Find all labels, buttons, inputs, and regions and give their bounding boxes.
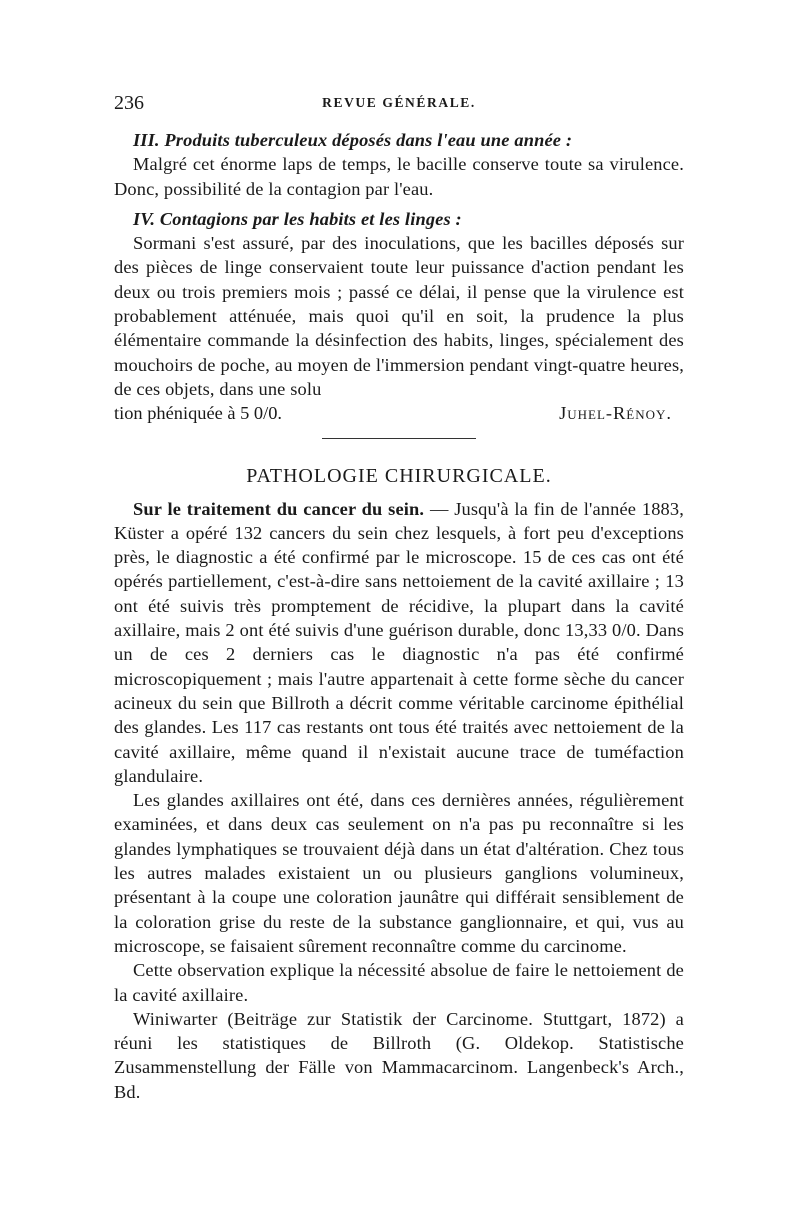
paragraph-3: Cette observation explique la nécessité absolue de faire le nettoiement de la cavité axillaire. [114,960,684,1005]
paragraph-4: Winiwarter (Beiträge zur Statistik der Carcinome. Stuttgart, 1872) a réuni les statistiques de Billroth (G. Oldekop. Statistische Zusammenstellung der Fälle von Mammacarcinom. Langenbeck's Arch., Bd. [114,1008,684,1102]
paragraph-lead: Sur le traitement du cancer du sein. [133,498,425,519]
paragraph-2: Les glandes axillaires ont été, dans ces dernières années, régulièrement examinées, et dans deux cas seulement on n'a pas pu reconnaître si les glandes lymphatiques se trouvaient déjà dans un état d'altération. Chez tous les autres malades existaient un ou plusieurs ganglions volumineux, présentant à la coupe une coloration jaunâtre qui différait sensiblement de la coloration grise du reste de la substance ganglionnaire, et qui, vus au microscope, se faisaient sûrement reconnaître comme du carcinome. [114,790,684,956]
section-iii-heading [114,128,684,152]
running-head [114,92,684,122]
section-iv-paragraph: Sormani s'est assuré, par des inoculations, que les bacilles déposés sur des pièces de linge conservaient toute leur puissance d'action pendant les deux ou trois premiers mois ; passé ce délai, il pense que la virulence est probablement atténuée, mais quoi qu'il en soit, la prudence la plus élémentaire commande la désinfection des habits, linges, spécialement des mouchoirs de poche, au moyen de l'immersion pendant vingt-quatre heures, de ces objets, dans une solu [114,233,684,399]
section-iv-last-line: tion phéniquée à 5 0/0. [114,403,283,424]
signature-line [114,401,684,425]
section-divider [322,438,476,439]
section-iv-heading [114,207,684,231]
page-number: 236 [114,92,144,114]
paragraph-1-text: — Jusqu'à la fin de l'année 1883, Küster a opéré 132 cancers du sein chez lesquels, à fort peu d'exceptions près, le diagnostic a été confirmé par le microscope. 15 de ces cas ont été opérés partiellement, c'est-à-dire sans nettoiement de la cavité axillaire ; 13 ont été suivis très promptement de récidive, la plupart dans la cavité axillaire, mais 2 ont été suivis d'une guérison durable, donc 13,33 0/0. Dans un de ces 2 derniers cas le diagnostic n'a pas été confirmé microscopiquement ; mais l'autre appartenait à cette forme sèche du cancer acineux du sein que Billroth a décrit comme véritable carcinome épithélial des glandes. Les 117 cas restants ont tous été traités avec nettoiement de la cavité axillaire, même quand il n'existait aucune trace de tuméfaction glandulaire. [114,498,684,786]
section-iv-heading-text: IV. Contagions par les habits et les linges : [133,208,462,229]
document-page [114,92,684,1104]
paragraph-1 [114,497,684,789]
section-iii-paragraph: Malgré cet énorme laps de temps, le bacille conserve toute sa virulence. Donc, possibilité de la contagion par l'eau. [114,154,684,199]
section-iii-heading-text: III. Produits tuberculeux déposés dans l'eau une année : [133,130,573,150]
author-signature: Juhel-Rénoy. [559,403,672,424]
section-title: PATHOLOGIE CHIRURGICALE. [246,464,552,487]
running-title: REVUE GÉNÉRALE. [322,95,476,110]
